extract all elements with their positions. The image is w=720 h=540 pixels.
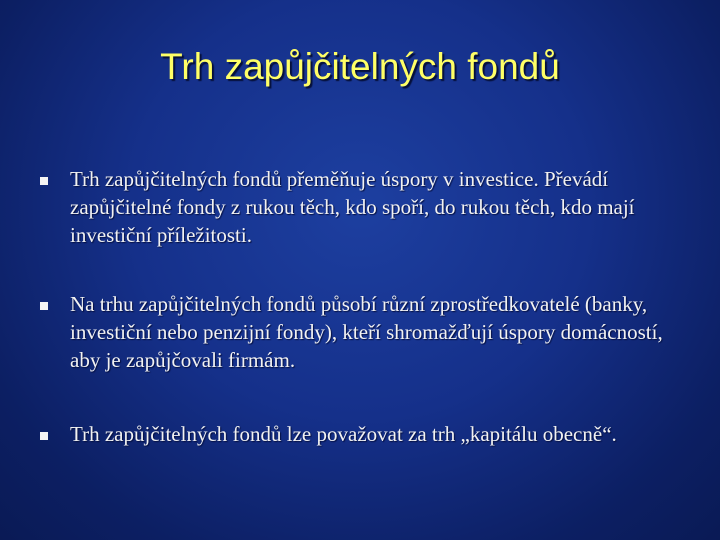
square-bullet-icon [40,177,48,185]
square-bullet-icon [40,302,48,310]
bullet-text: Trh zapůjčitelných fondů přeměňuje úspory v investice. Převádí zapůjčitelné fondy z rukou těch, kdo spoří, do rukou těch, kdo mají investiční příležitosti. [70,167,635,247]
square-bullet-icon [40,432,48,440]
bullet-text: Trh zapůjčitelných fondů lze považovat za trh „kapitálu obecně“. [70,422,617,446]
slide-title: Trh zapůjčitelných fondů [160,46,560,87]
bullet-text: Na trhu zapůjčitelných fondů působí různí zprostředkovatelé (banky, investiční nebo penzijní fondy), kteří shromažďují úspory domácností, aby je zapůjčovali firmám. [70,292,663,372]
